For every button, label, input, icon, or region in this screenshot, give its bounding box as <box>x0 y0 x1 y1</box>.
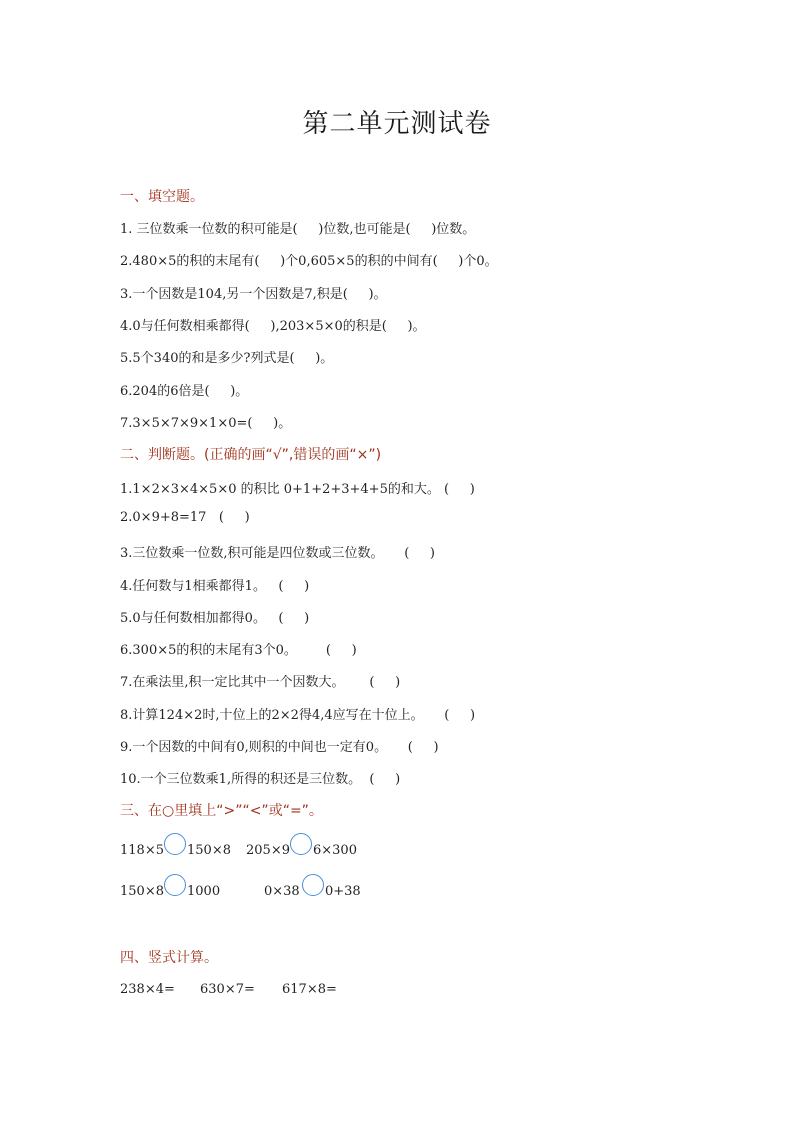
fill-question-1: 1. 三位数乘一位数的积可能是( )位数,也可能是( )位数。 <box>120 222 476 237</box>
compare-4-right: 0+38 <box>325 884 361 899</box>
page-title: 第二单元测试卷 <box>302 109 492 139</box>
judge-question-6: 6.300×5的积的末尾有3个0。 ( ) <box>120 643 357 658</box>
compare-2-circle[interactable] <box>290 833 312 855</box>
section-3-heading: 三、在○里填上“>”“<”或“=”。 <box>120 803 323 819</box>
compare-1-right: 150×8 <box>187 843 231 858</box>
fill-question-3: 3.一个因数是104,另一个因数是7,积是( )。 <box>120 287 387 302</box>
vertical-calc-1: 238×4= <box>120 982 175 997</box>
compare-2-right: 6×300 <box>313 843 357 858</box>
compare-2-left: 205×9 <box>246 843 290 858</box>
fill-question-4: 4.0与任何数相乘都得( ),203×5×0的积是( )。 <box>120 319 426 334</box>
judge-question-4: 4.任何数与1相乘都得1。 ( ) <box>120 579 310 594</box>
judge-question-5: 5.0与任何数相加都得0。 ( ) <box>120 611 310 626</box>
judge-question-10: 10.一个三位数乘1,所得的积还是三位数。 ( ) <box>120 772 401 787</box>
judge-question-2: 2.0×9+8=17 ( ) <box>120 510 250 525</box>
judge-question-7: 7.在乘法里,积一定比其中一个因数大。 ( ) <box>120 675 401 690</box>
compare-1-circle[interactable] <box>164 833 186 855</box>
section-1-heading: 一、填空题。 <box>120 189 204 205</box>
section-2-heading: 二、判断题。(正确的画“√”,错误的画“×”) <box>120 447 382 463</box>
judge-question-3: 3.三位数乘一位数,积可能是四位数或三位数。 ( ) <box>120 546 436 561</box>
compare-3-left: 150×8 <box>120 884 164 899</box>
vertical-calc-2: 630×7= <box>200 982 255 997</box>
compare-1-left: 118×5 <box>120 843 164 858</box>
compare-4-left: 0×38 <box>264 884 300 899</box>
fill-question-5: 5.5个340的和是多少?列式是( )。 <box>120 351 334 366</box>
compare-3-circle[interactable] <box>164 874 186 896</box>
fill-question-7: 7.3×5×7×9×1×0=( )。 <box>120 416 292 431</box>
compare-4-circle[interactable] <box>302 874 324 896</box>
section-4-heading: 四、竖式计算。 <box>120 950 218 966</box>
fill-question-2: 2.480×5的积的末尾有( )个0,605×5的积的中间有( )个0。 <box>120 254 498 269</box>
judge-question-9: 9.一个因数的中间有0,则积的中间也一定有0。 ( ) <box>120 740 439 755</box>
judge-question-8: 8.计算124×2时,十位上的2×2得4,4应写在十位上。 ( ) <box>120 708 476 723</box>
fill-question-6: 6.204的6倍是( )。 <box>120 384 249 399</box>
compare-3-right: 1000 <box>187 884 221 899</box>
vertical-calc-3: 617×8= <box>282 982 337 997</box>
judge-question-1: 1.1×2×3×4×5×0 的积比 0+1+2+3+4+5的和大。 ( ) <box>120 482 475 497</box>
